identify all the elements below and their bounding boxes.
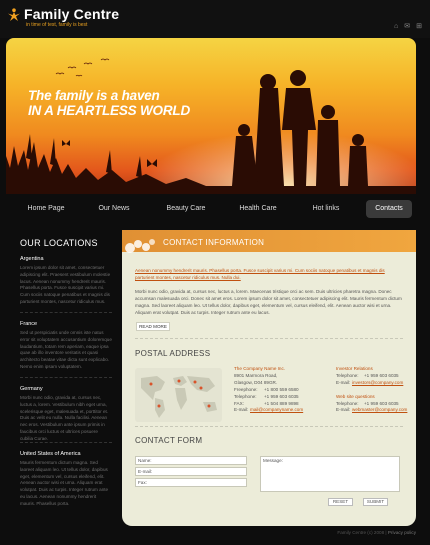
telephone-value: +1 959 603 6035 xyxy=(364,400,399,406)
submit-button[interactable]: SUBMIT xyxy=(363,498,388,506)
web-questions-title: Web site questions xyxy=(336,393,375,399)
home-icon[interactable]: ⌂ xyxy=(394,23,399,30)
company-address xyxy=(234,366,303,414)
message-field[interactable]: Message: xyxy=(260,456,400,492)
freephone-value: +1 800 559 6580 xyxy=(264,386,299,392)
telephone-row xyxy=(234,394,303,401)
location-item xyxy=(20,386,112,443)
telephone-value: +1 959 603 6035 xyxy=(264,393,299,399)
investor-telephone-row xyxy=(336,373,407,380)
location-name: Germany xyxy=(20,386,43,392)
main-navigation xyxy=(0,200,430,222)
nav-health-care[interactable]: Health Care xyxy=(239,205,277,212)
hero-title-line2: IN A HEARTLESS WORLD xyxy=(28,103,191,118)
site-tagline: in time of test, family is best xyxy=(26,22,88,28)
fax-value: +1 504 889 9898 xyxy=(264,400,299,406)
investor-contacts xyxy=(336,366,407,414)
nav-our-news[interactable]: Our News xyxy=(98,205,130,212)
contact-body-text: Morbi nunc odio, gravida at, cursus nec, luctus a, lorem. Maecenas tristique orci ac sem. Duis ultricies pharetra magna. Donec accumsan malesuada orci. Donec sit amet eros. Lorem ipsum dolor sit amet, consectetuer adipiscing elit. Mauris fermentum dictum magna. Sed laoreet aliquam leo. Ut tellus dolor, dapibus eget, elementum vel, cursus eleifend, elit. Aenean auctor wisi et urna. Aliquam erat volutpat. Duis ac turpis. Integer rutrum ante eu lacus. xyxy=(135,289,402,315)
fax-label: FAX: xyxy=(234,400,244,406)
location-name: United States of America xyxy=(20,451,81,457)
location-text: Mauris fermentum dictum magna. Sed laoreet aliquam leo. Ut tellus dolor, dapibus eget, elementum vel, cursus eleifend, elit. Aenean auctor wisi et urna. Aliquam erat volutpat. Duis ac turpis. Integer rutrum ante eu lacus. Aenean nonummy hendrerit mauris. Phasellus porta. xyxy=(20,460,109,506)
investor-relations-title: Investor Relations xyxy=(336,366,373,371)
address-city: Glasgow, D04 89GR. xyxy=(234,379,278,385)
locations-sidebar xyxy=(20,238,112,509)
privacy-policy-link[interactable]: Privacy policy xyxy=(387,530,416,535)
location-text: Morbi nunc odio, gravida at, cursus nec, luctus a, lorem. Vestibulum nibh eget urna, scelerisque eget, malesuada et, porttitor et. Duis ac velit eu nulla. Nulla facilisi. Aenean nec eros. Vestibulum ante ipsum primis in faucibus orci luctus et ultrices posuere cubilia Curae. xyxy=(20,395,109,441)
top-icons xyxy=(394,23,422,31)
fax-row xyxy=(234,401,303,408)
divider xyxy=(20,312,112,313)
family-logo-icon[interactable] xyxy=(7,8,21,22)
address-street: 8901 Marmora Road, xyxy=(234,372,278,378)
location-item xyxy=(20,451,112,506)
location-text: Sed ut perspiciatis unde omnis iste natus error sit voluptatem accusantium doloremque laudantium, totam rem aperiam, eaque ipsa quae ab illo inventore veritatis et quasi architecto beatae vitae dicta sunt explicabo. Nemo enim ipsam voluptatem. xyxy=(20,330,112,369)
read-more-button[interactable]: READ MORE xyxy=(136,322,170,331)
company-name: The Company Name Inc. xyxy=(234,366,286,371)
hero-title-line1: The family is a haven xyxy=(28,88,160,103)
location-item xyxy=(20,256,112,313)
sitemap-icon[interactable]: ⊞ xyxy=(416,23,422,30)
mail-icon[interactable]: ✉ xyxy=(404,23,411,30)
copyright-text: Family Centre (c) 2008 xyxy=(337,530,385,535)
contact-lead-link[interactable]: Aenean nonummy hendrerit mauris. Phasellus porta. Fusce suscipit varius mi. Cum sociis natoque penatibus et magnis dis parturient montes, nascetur ridiculus mus. Nulla dui. xyxy=(135,268,385,280)
locations-heading: OUR LOCATIONS xyxy=(20,238,98,248)
web-email-row xyxy=(336,407,407,414)
freephone-row xyxy=(234,387,303,394)
name-field[interactable]: Name: xyxy=(135,456,247,465)
email-label: E-mail: xyxy=(336,379,351,385)
site-header xyxy=(0,0,430,38)
investor-email-row xyxy=(336,380,407,387)
divider xyxy=(20,377,112,378)
nav-contacts[interactable]: Contacts xyxy=(366,200,412,218)
telephone-value: +1 959 603 6035 xyxy=(364,372,399,378)
location-item xyxy=(20,321,112,378)
hero-banner xyxy=(6,38,416,194)
nav-home-page[interactable]: Home Page xyxy=(27,205,65,212)
telephone-label: Telephone: xyxy=(336,400,359,406)
contact-panel xyxy=(122,230,416,526)
email-label: E-mail: xyxy=(336,407,351,413)
footer xyxy=(337,530,416,535)
email-label: E-mail: xyxy=(234,407,249,413)
nav-hot-links[interactable]: Hot links xyxy=(312,205,340,212)
contact-form-title: CONTACT FORM xyxy=(135,436,203,445)
reset-button[interactable]: RESET xyxy=(328,498,353,506)
panel-header xyxy=(122,230,416,252)
freephone-label: Freephone: xyxy=(234,386,258,392)
location-text: Lorem ipsum dolor sit amet, consectetuer adipiscing elit. Praesent vestibulum molestie lacus. Aenean nonummy hendrerit mauris. Phasellus porta. Fusce suscipit varius mi. Cum sociis natoque penatibus et magnis dis parturient montes, nascetur ridiculus mus. xyxy=(20,265,111,304)
location-name: France xyxy=(20,321,38,327)
web-telephone-row xyxy=(336,401,407,408)
fax-field[interactable]: Fax: xyxy=(135,478,247,487)
world-map-image xyxy=(135,368,222,422)
footer-separator: | xyxy=(385,530,387,535)
flower-decoration-icon xyxy=(122,230,162,252)
company-email-link[interactable]: mail@companyname.com xyxy=(250,407,304,413)
nav-beauty-care[interactable]: Beauty Care xyxy=(166,205,206,212)
investor-email-link[interactable]: investors@company.com xyxy=(352,379,404,385)
site-title[interactable]: Family Centre xyxy=(24,6,120,22)
divider xyxy=(135,338,403,339)
divider xyxy=(135,426,403,427)
contact-info-title: CONTACT INFORMATION xyxy=(163,238,265,247)
telephone-label: Telephone: xyxy=(234,393,257,399)
hero-title xyxy=(28,88,190,118)
telephone-label: Telephone: xyxy=(336,372,359,378)
webmaster-email-link[interactable]: webmaster@company.com xyxy=(352,407,408,413)
email-row xyxy=(234,407,303,414)
location-name: Argentina xyxy=(20,256,44,262)
email-field[interactable]: E-mail: xyxy=(135,467,247,476)
postal-address-title: POSTAL ADDRESS xyxy=(135,349,211,358)
